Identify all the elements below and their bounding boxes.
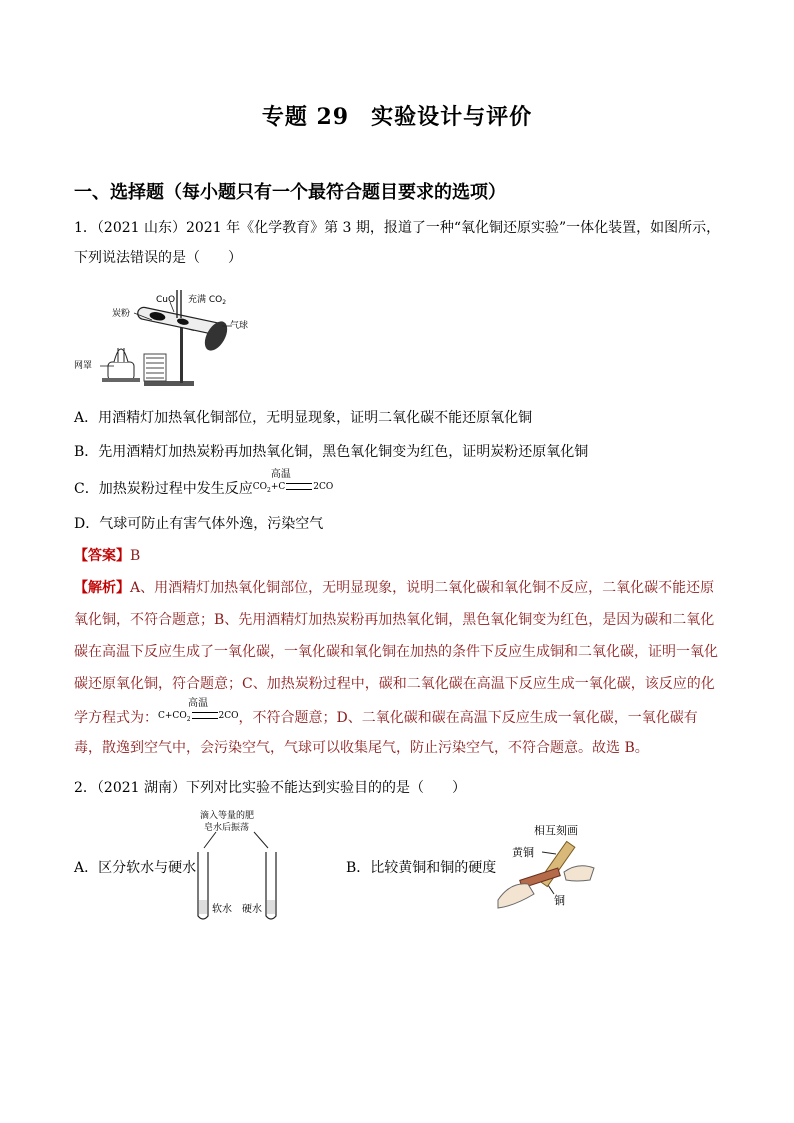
q1-option-a: A．用酒精灯加热氧化铜部位，无明显现象，证明二氧化碳不能还原氧化铜 xyxy=(74,410,533,426)
q1-analysis: 【解析】A、用酒精灯加热氧化铜部位，无明显现象，说明二氧化碳和氧化铜不反应，二氧化碳不能还原 氧化铜，不符合题意；B、先用酒精灯加热炭粉再加热氧化铜，黑色氧化铜变为红色，是因为碳和二氧化 碳在高温下反应生成了一氧化碳，一氧化碳和氧化铜在加热的条件下反应生成铜和二氧化碳，证明一氧化 碳还原氧化铜，符合题意；C、加热炭粉过程中，碳和二氧化碳在高温下反应生成一氧化碳，该反应的化 学方程式为：$C+CO_2$ 高温 2CO，不符合题意；D、二氧化碳和碳在高温下反应生成一氧化碳，一氧化碳有 毒，散逸到空气中，会污染空气，气球可以收集尾气，防止污染空气，不符合题意。故选 B。 xyxy=(74,580,718,756)
label-co2: 充满 $CO_2$ xyxy=(188,295,227,306)
label-drop-soap: 滴入等量的肥 xyxy=(200,811,255,821)
q1-option-d: D．气球可防止有害气体外逸，污染空气 xyxy=(74,516,324,532)
title-main: 实验设计与评价 xyxy=(371,104,533,130)
test-tube-hard xyxy=(266,852,276,919)
label-carbon: 炭粉 xyxy=(112,309,131,319)
q1-option-b: B．先用酒精灯加热炭粉再加热氧化铜，黑色氧化铜变为红色，证明炭粉还原氧化铜 xyxy=(74,444,589,460)
alcohol-lamp xyxy=(102,348,140,382)
label-cuo: CuO xyxy=(156,295,176,305)
label-copper: 铜 xyxy=(554,894,565,907)
label-balloon: 气球 xyxy=(230,321,249,331)
label-shake: 皂水后振荡 xyxy=(204,823,250,833)
q1-apparatus-figure xyxy=(74,286,264,392)
q2-stem: 2．（2021 湖南）下列对比实验不能达到实验目的的是（ ） xyxy=(74,780,466,796)
section-heading: 一、选择题（每小题只有一个最符合题目要求的选项） xyxy=(74,182,506,203)
label-soft-water: 软水 xyxy=(212,904,232,915)
stand-rod xyxy=(180,326,183,383)
q2-option-b-figure xyxy=(494,818,614,914)
label-brass: 黄铜 xyxy=(512,846,534,859)
q1-option-c: C．加热炭粉过程中发生反应$CO_2+C$ 高温 2CO xyxy=(74,477,333,501)
q1-answer: 【答案】B xyxy=(74,548,141,564)
analysis-equation: $C+CO_2$ 高温 2CO xyxy=(158,698,239,723)
label-scratch: 相互刻画 xyxy=(534,824,578,837)
q2-option-a-figure xyxy=(186,808,296,924)
title-prefix: 专题 29 xyxy=(261,104,350,130)
wood-block xyxy=(144,354,166,381)
q2-option-a: A．区分软水与硬水 xyxy=(74,860,197,876)
q1-option-c-equation: $CO_2+C$ 高温 2CO xyxy=(252,469,334,494)
q2-option-b: B．比较黄铜和铜的硬度 xyxy=(346,860,497,876)
q1-stem-line2: 下列说法错误的是（ ） xyxy=(74,250,242,266)
page-title xyxy=(0,100,794,131)
label-hard-water: 硬水 xyxy=(242,904,262,915)
label-net: 网罩 xyxy=(74,361,93,371)
stand-base xyxy=(144,381,194,386)
test-tube-soft xyxy=(198,852,208,919)
q1-stem-line1: 1．（2021 山东）2021 年《化学教育》第 3 期，报道了一种“氧化铜还原实验”一体化装置，如图所示， xyxy=(74,220,721,236)
